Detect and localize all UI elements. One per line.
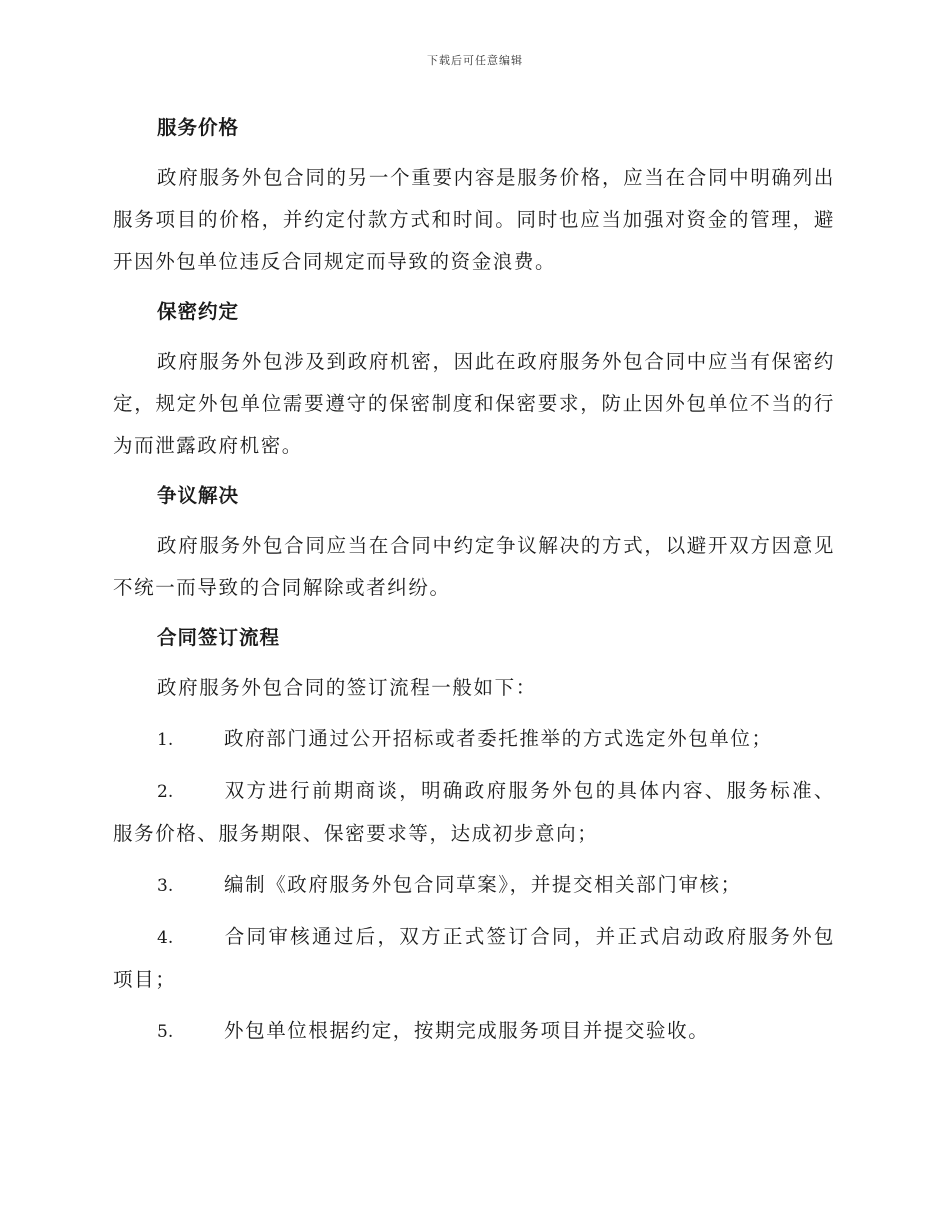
section-heading-confidentiality: 保密约定 bbox=[157, 300, 240, 323]
list-item-number: 5. bbox=[157, 1022, 174, 1042]
list-item-number: 1. bbox=[157, 730, 174, 750]
list-item bbox=[113, 864, 835, 907]
document-body bbox=[113, 108, 835, 1062]
page-header: 下载后可任意编辑 bbox=[427, 54, 523, 67]
list-item bbox=[113, 1010, 835, 1053]
section-paragraph-service-price: 政府服务外包合同的另一个重要内容是服务价格，应当在合同中明确列出服务项目的价格，并约定付款方式和时间。同时也应当加强对资金的管理，避开因外包单位违反合同规定而导致的资金浪费。 bbox=[113, 166, 835, 273]
list-item bbox=[113, 718, 835, 761]
list-item bbox=[113, 916, 835, 1001]
section-paragraph-confidentiality: 政府服务外包涉及到政府机密，因此在政府服务外包合同中应当有保密约定，规定外包单位需要遵守的保密制度和保密要求，防止因外包单位不当的行为而泄露政府机密。 bbox=[113, 350, 835, 457]
list-item-text: 双方进行前期商谈，明确政府服务外包的具体内容、服务标准、服务价格、服务期限、保密要求等，达成初步意向； bbox=[113, 779, 835, 845]
section-paragraph-dispute-resolution: 政府服务外包合同应当在合同中约定争议解决的方式，以避开双方因意见不统一而导致的合同解除或者纠纷。 bbox=[113, 534, 835, 599]
list-item-number: 3. bbox=[157, 876, 174, 896]
section-paragraph-signing-process: 政府服务外包合同的签订流程一般如下： bbox=[157, 676, 537, 699]
list-item-text: 编制《政府服务外包合同草案》，并提交相关部门审核； bbox=[224, 873, 742, 896]
list-item-text: 合同审核通过后，双方正式签订合同，并正式启动政府服务外包项目； bbox=[113, 925, 835, 991]
list-item bbox=[113, 770, 835, 855]
section-heading-signing-process: 合同签订流程 bbox=[157, 626, 281, 649]
section-heading-service-price: 服务价格 bbox=[157, 116, 240, 139]
section-heading-dispute-resolution: 争议解决 bbox=[157, 484, 240, 507]
list-item-text: 政府部门通过公开招标或者委托推举的方式选定外包单位； bbox=[224, 727, 773, 750]
list-item-text: 外包单位根据约定，按期完成服务项目并提交验收。 bbox=[224, 1019, 710, 1042]
list-item-number: 2. bbox=[157, 782, 174, 802]
list-item-number: 4. bbox=[157, 928, 174, 948]
